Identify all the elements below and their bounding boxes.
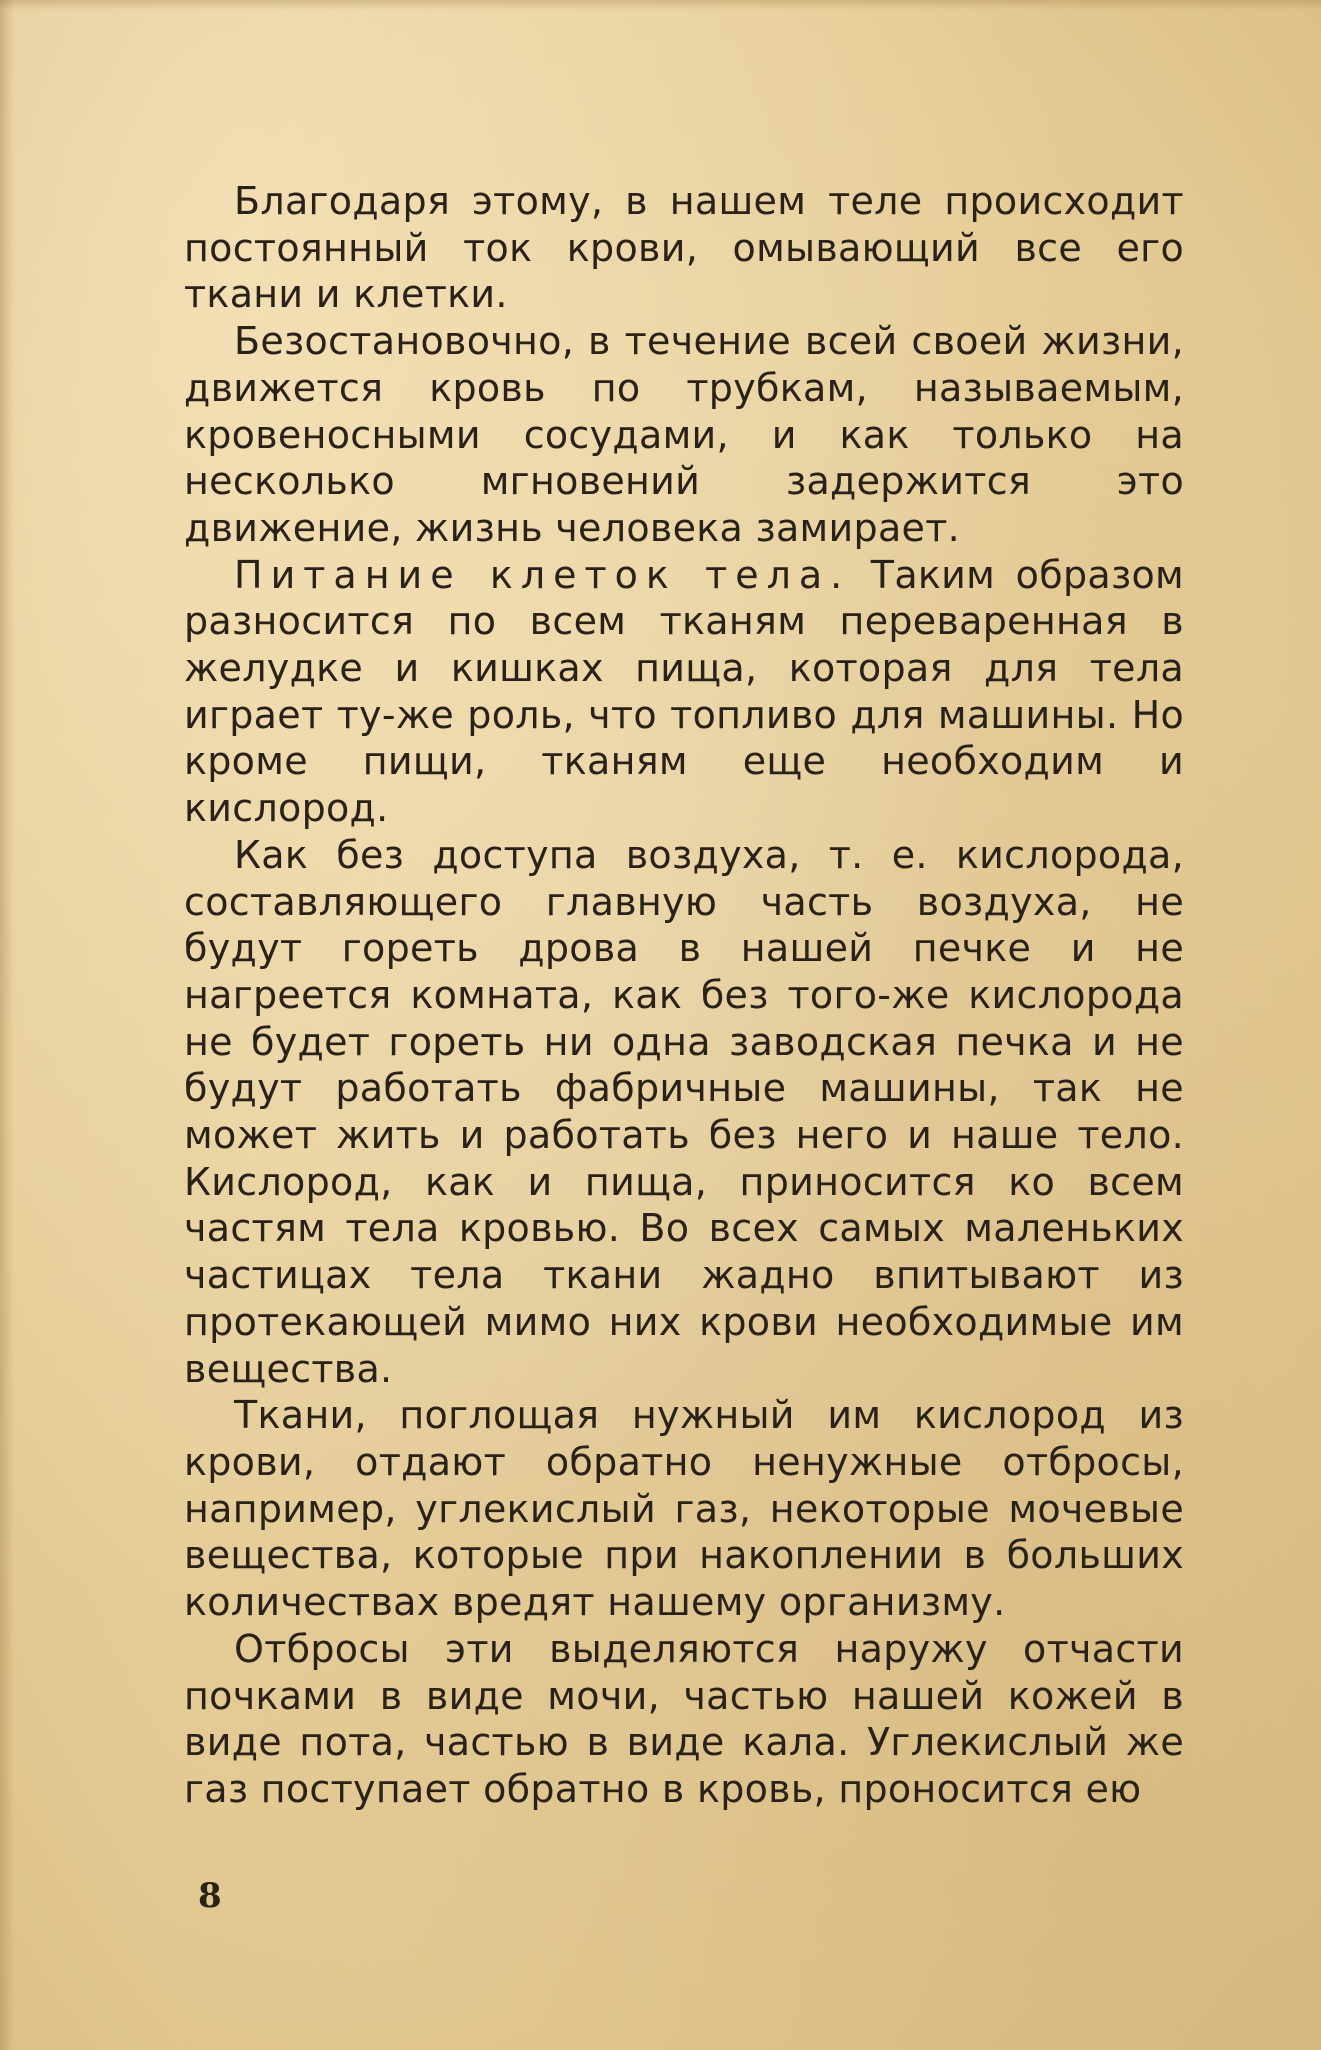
- page-edge-shadow: [0, 0, 14, 2050]
- paragraph: Благодаря этому, в нашем теле происходит постоянный ток крови, омывающий все его ткани и клетки.: [184, 179, 1184, 317]
- paragraph: Ткани, поглощая нужный им кислород из крови, отдают обратно ненужные отбросы, например, углекислый газ, некоторые мочевые вещества, которые при накоплении в больших количествах вредят нашему организму.: [184, 1393, 1184, 1625]
- paragraph: [184, 552, 1184, 832]
- paragraph: Отбросы эти выделяются наружу отчасти почками в виде мочи, частью нашей кожей в виде пота, частью в виде кала. Углекислый же газ поступает обратно в кровь, проносится ею: [184, 1626, 1184, 1811]
- body-text: [184, 178, 1184, 1813]
- paragraph-text: Таким образом разносится по всем тканям переваренная в желудке и кишках пища, которая для тела играет ту-же роль, что топливо для машины. Но кроме пищи, тканям еще необходим и кислород.: [184, 552, 1184, 831]
- page-top-shadow: [0, 0, 1321, 10]
- paragraph: Как без доступа воздуха, т. е. кислорода, составляющего главную часть воздуха, не будут гореть дрова в нашей печке и не нагреется комната, как без того-же кислорода не будет гореть ни одна заводская печка и не будут работать фабричные машины, так не может жить и работать без него и наше тело. Кислород, как и пища, приносится ко всем частям тела кровью. Во всех самых маленьких частицах тела ткани жадно впитывают из протекающей мимо них крови необходимые им вещества.: [184, 832, 1184, 1391]
- paragraph: Безостановочно, в течение всей своей жизни, движется кровь по трубкам, называемым, кровеносными сосудами, и как только на несколько мгновений задержится это движение, жизнь человека замирает.: [184, 319, 1184, 550]
- page-number: 8: [198, 1876, 222, 1916]
- section-run-in-heading: Питание клеток тела.: [234, 552, 851, 597]
